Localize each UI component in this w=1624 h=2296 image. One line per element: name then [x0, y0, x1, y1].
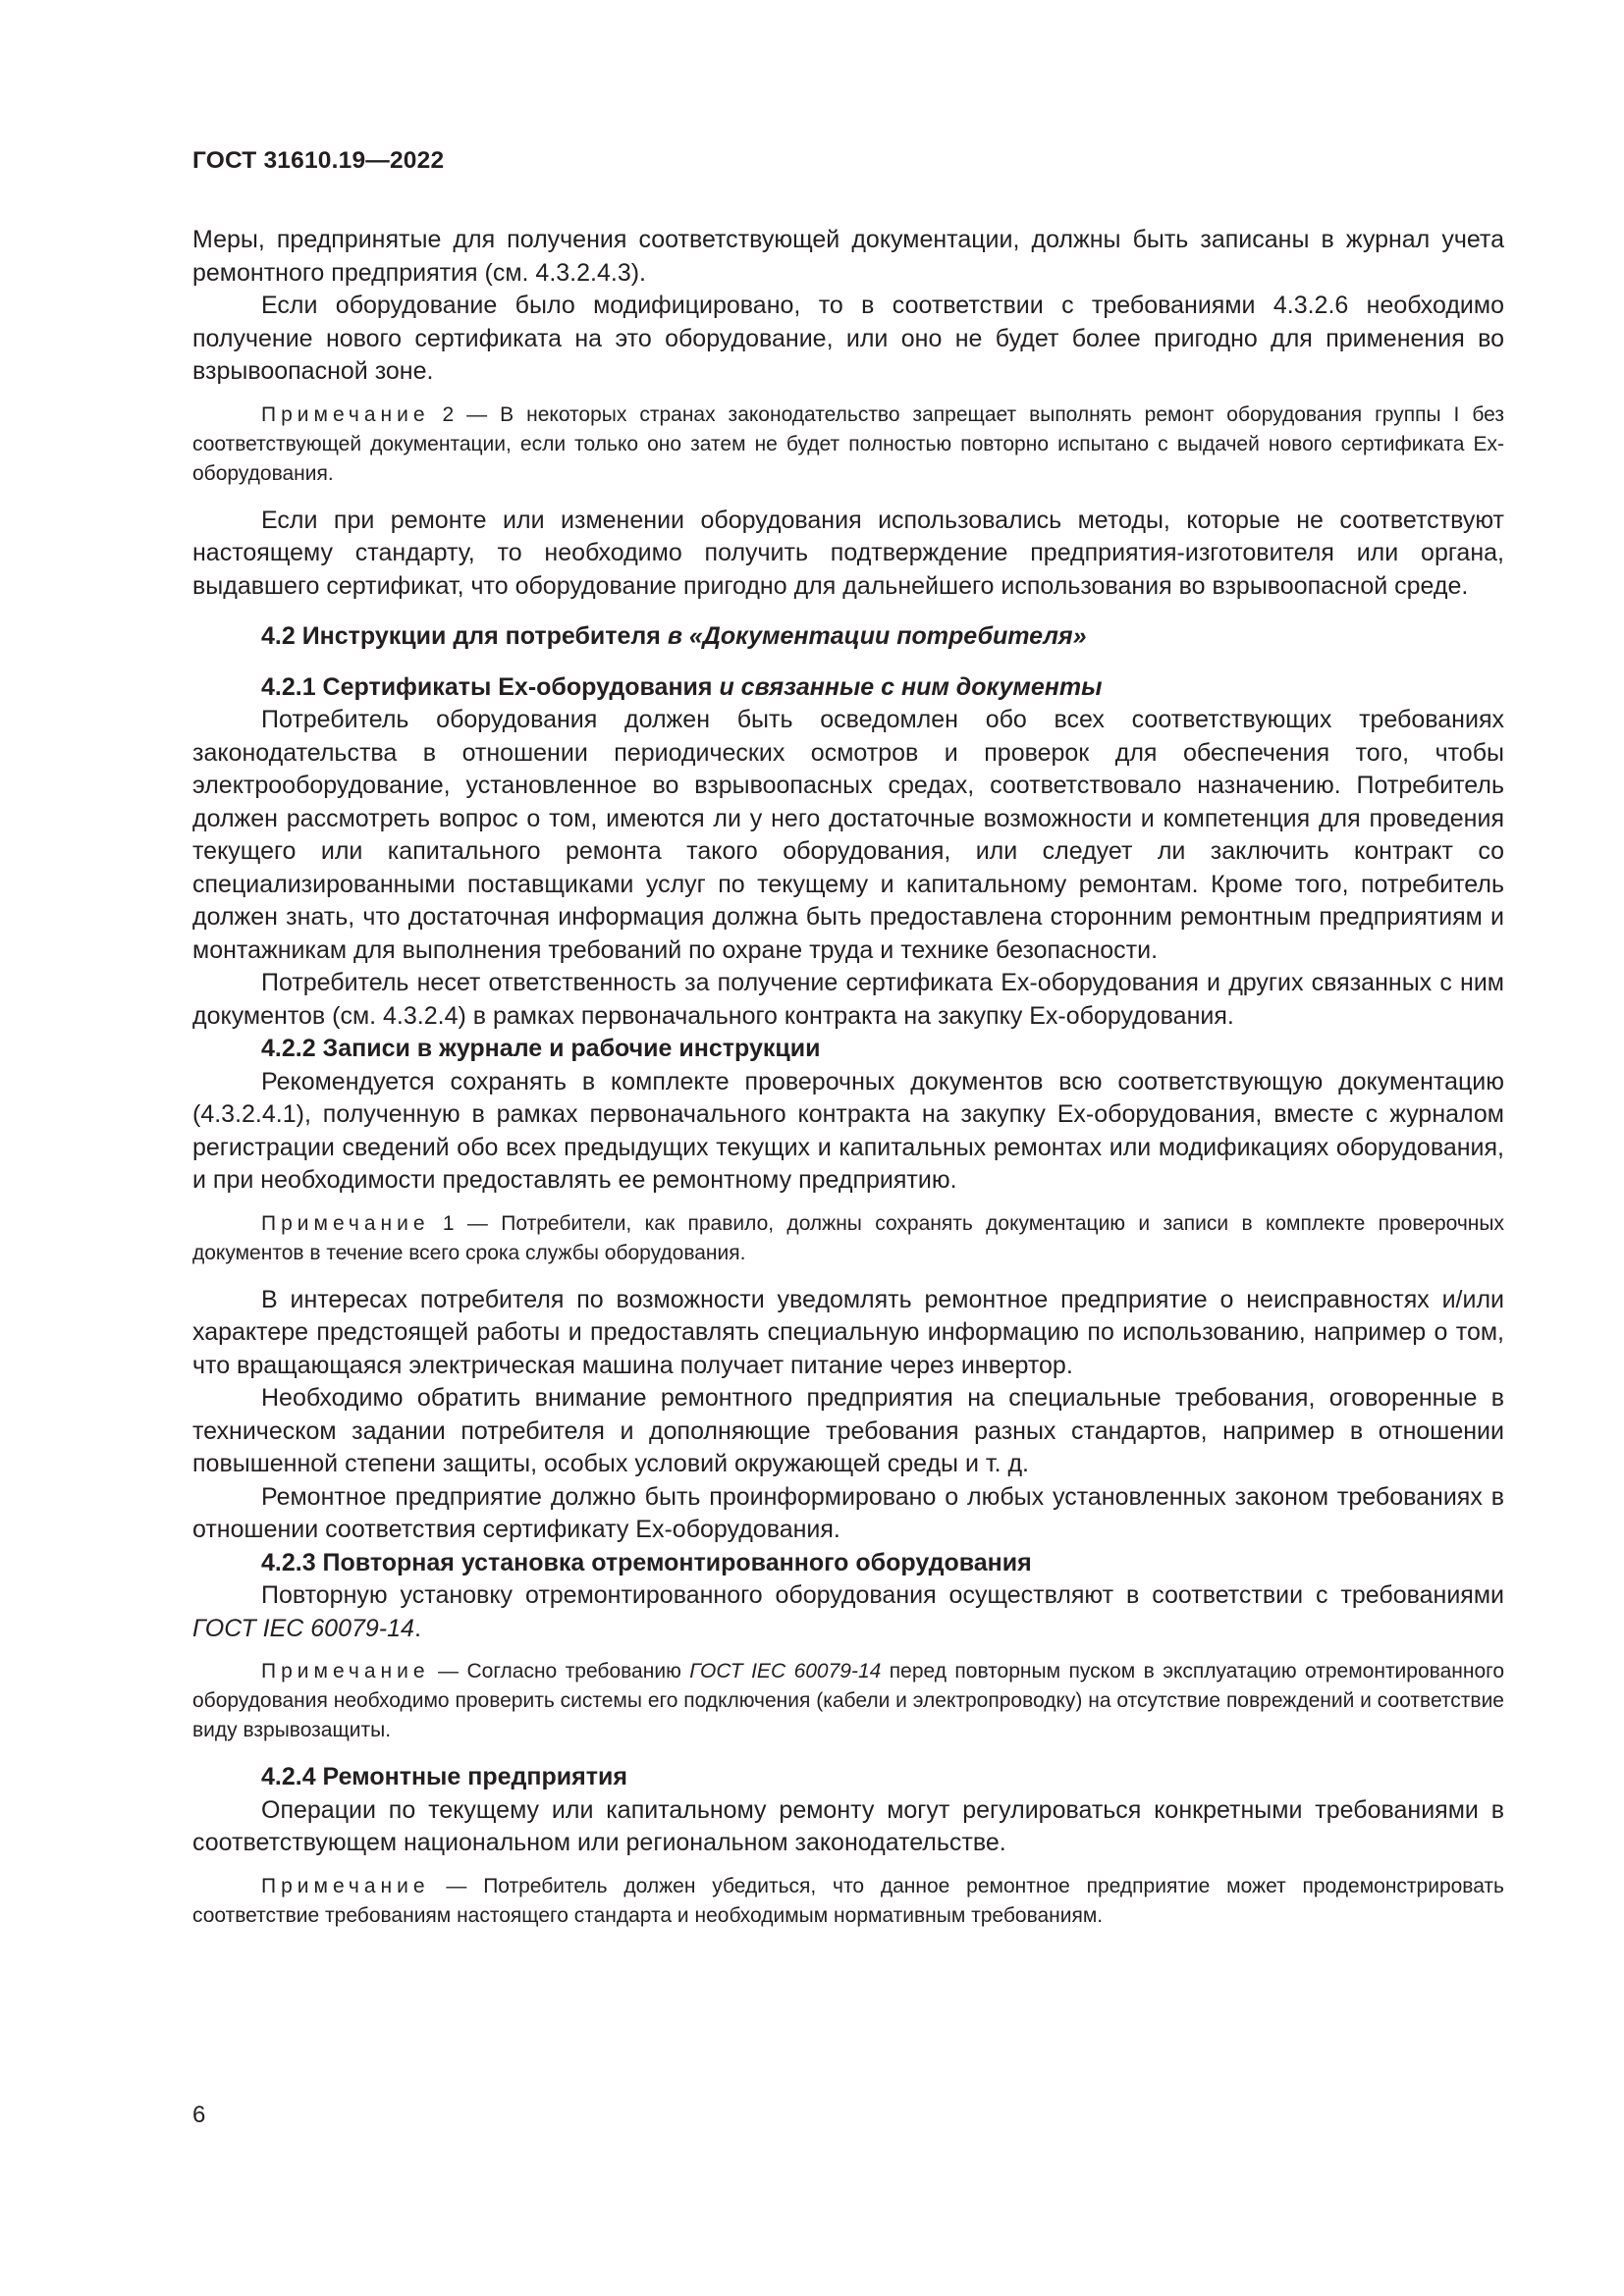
paragraph-notify-repairer: В интересах потребителя по возможности уведомлять ремонтное предприятие о неисправностях и/или характере предстоящей работы и предоставлять специальную информацию по использованию, например о том, что вращающаяся электрическая машина получает питание через инвертор. — [192, 1285, 1504, 1379]
heading-bold-part: 4.2.1 Сертификаты Ex-оборудования — [261, 672, 720, 701]
section-heading-4-2-2: 4.2.2 Записи в журнале и рабочие инструкции — [261, 1035, 821, 1062]
heading-bold-part: 4.2 Инструкции для потребителя — [261, 622, 668, 650]
note-text: — Потребитель должен убедиться, что данное ремонтное предприятие может продемонстрировать соответствие требованиям настоящего стандарта и необходимым нормативным требованиям. — [192, 1874, 1504, 1927]
note-text: 2 — В некоторых странах законодательство запрещает выполнять ремонт оборудования группы I без соответствующей документации, если только оно затем не будет полностью повторно испытано с выдачей нового сертификата Ex-оборудования. — [192, 402, 1504, 485]
note-label: Примечание — [261, 1211, 430, 1235]
text-run: . — [413, 1614, 421, 1642]
paragraph-keep-documentation: Рекомендуется сохранять в комплекте проверочных документов всю соответствующую документацию (4.3.2.4.1), полученную в рамках первоначального контракта на закупку Ex-оборудования, вместе с журналом регистрации сведений обо всех предыдущих текущих и капитальных ремонтах или модификациях оборудования, и при необходимости предоставлять ее ремонтному предприятию. — [192, 1067, 1504, 1194]
note-label: Примечание — [261, 1874, 430, 1897]
paragraph-reinstallation — [192, 1579, 1504, 1645]
note-label: Примечание — [261, 402, 430, 426]
section-heading-4-2-4: 4.2.4 Ремонтные предприятия — [261, 1763, 627, 1790]
paragraph-special-requirements: Необходимо обратить внимание ремонтного предприятия на специальные требования, оговоренные в техническом задании потребителя и дополняющие требования разных стандартов, например в отношении повышенной степени защиты, особых условий окружающей среды и т. д. — [192, 1384, 1504, 1477]
page-number: 6 — [192, 2102, 206, 2128]
paragraph-nonconforming-methods: Если при ремонте или изменении оборудования использовались методы, которые не соответствуют настоящему стандарту, то необходимо получить подтверждение предприятия-изготовителя или органа, выдавшего сертификат, что оборудование пригодно для дальнейшего использования во взрывоопасной среде. — [192, 506, 1504, 600]
note-repairer-compliance — [192, 1872, 1504, 1931]
note-text: 1 — Потребители, как правило, должны сохранять документацию и записи в комплекте проверочных документов в течение всего срока службы оборудования. — [192, 1211, 1504, 1264]
standard-reference: ГОСТ IEC 60079-14 — [689, 1660, 882, 1682]
paragraph-records-note: Меры, предпринятые для получения соответствующей документации, должны быть записаны в журнал учета ремонтного предприятия (см. 4.3.2.4.3). — [192, 226, 1504, 287]
section-heading-4-2-3: 4.2.3 Повторная установка отремонтированного оборудования — [261, 1548, 1032, 1576]
document-code-header: ГОСТ 31610.19—2022 — [192, 147, 445, 174]
heading-italic-part: и связанные с ним документы — [719, 672, 1103, 701]
paragraph-legal-requirements: Ремонтное предприятие должно быть проинформировано о любых установленных законом требованиях в отношении соответствия сертификату Ex-оборудования. — [192, 1482, 1504, 1543]
note-text: — Согласно требованию — [429, 1660, 690, 1682]
paragraph-repair-regulation: Операции по текущему или капитальному ремонту могут регулироваться конкретными требованиями в соответствующем национальном или региональном законодательстве. — [192, 1795, 1504, 1856]
note-group-i-repair — [192, 400, 1504, 489]
section-heading-4-2-1 — [192, 671, 1504, 705]
paragraph-modification: Если оборудование было модифицировано, то в соответствии с требованиями 4.3.2.6 необходимо получение нового сертификата на это оборудование, или оно не будет более пригодно для применения во взрывоопасной зоне. — [192, 292, 1504, 385]
document-body — [192, 224, 1504, 1947]
paragraph-user-responsibility: Потребитель несет ответственность за получение сертификата Ex-оборудования и других связанных с ним документов (см. 4.3.2.4) в рамках первоначального контракта на закупку Ex-оборудования. — [192, 969, 1504, 1030]
text-run: Повторную установку отремонтированного оборудования осуществляют в соответствии с требованиями — [261, 1581, 1504, 1609]
note-keep-records — [192, 1209, 1504, 1268]
paragraph-user-awareness: Потребитель оборудования должен быть осведомлен обо всех соответствующих требованиях законодательства в отношении периодических осмотров и проверок для обеспечения того, чтобы электрооборудование, установленное во взрывоопасных средах, соответствовало назначению. Потребитель должен рассмотреть вопрос о том, имеются ли у него достаточные возможности и компетенция для проведения текущего или капитального ремонта такого оборудования, или следует ли заключить контракт со специализированными поставщиками услуг по текущему и капитальному ремонтам. Кроме того, потребитель должен знать, что достаточная информация должна быть предоставлена сторонним ремонтным предприятиям и монтажникам для выполнения требований по охране труда и технике безопасности. — [192, 706, 1504, 964]
note-text: перед повторным пуском в эксплуатацию отремонтированного оборудования необходимо проверить системы его подключения (кабели и электропроводку) на отсутствие повреждений и соответствие виду взрывозащиты. — [192, 1660, 1504, 1741]
standard-reference: ГОСТ IEC 60079-14 — [192, 1614, 414, 1642]
note-reinstallation-check — [192, 1657, 1504, 1745]
section-heading-4-2 — [192, 620, 1504, 654]
note-label: Примечание — [261, 1660, 430, 1682]
heading-italic-part: в «Документации потребителя» — [667, 622, 1087, 650]
